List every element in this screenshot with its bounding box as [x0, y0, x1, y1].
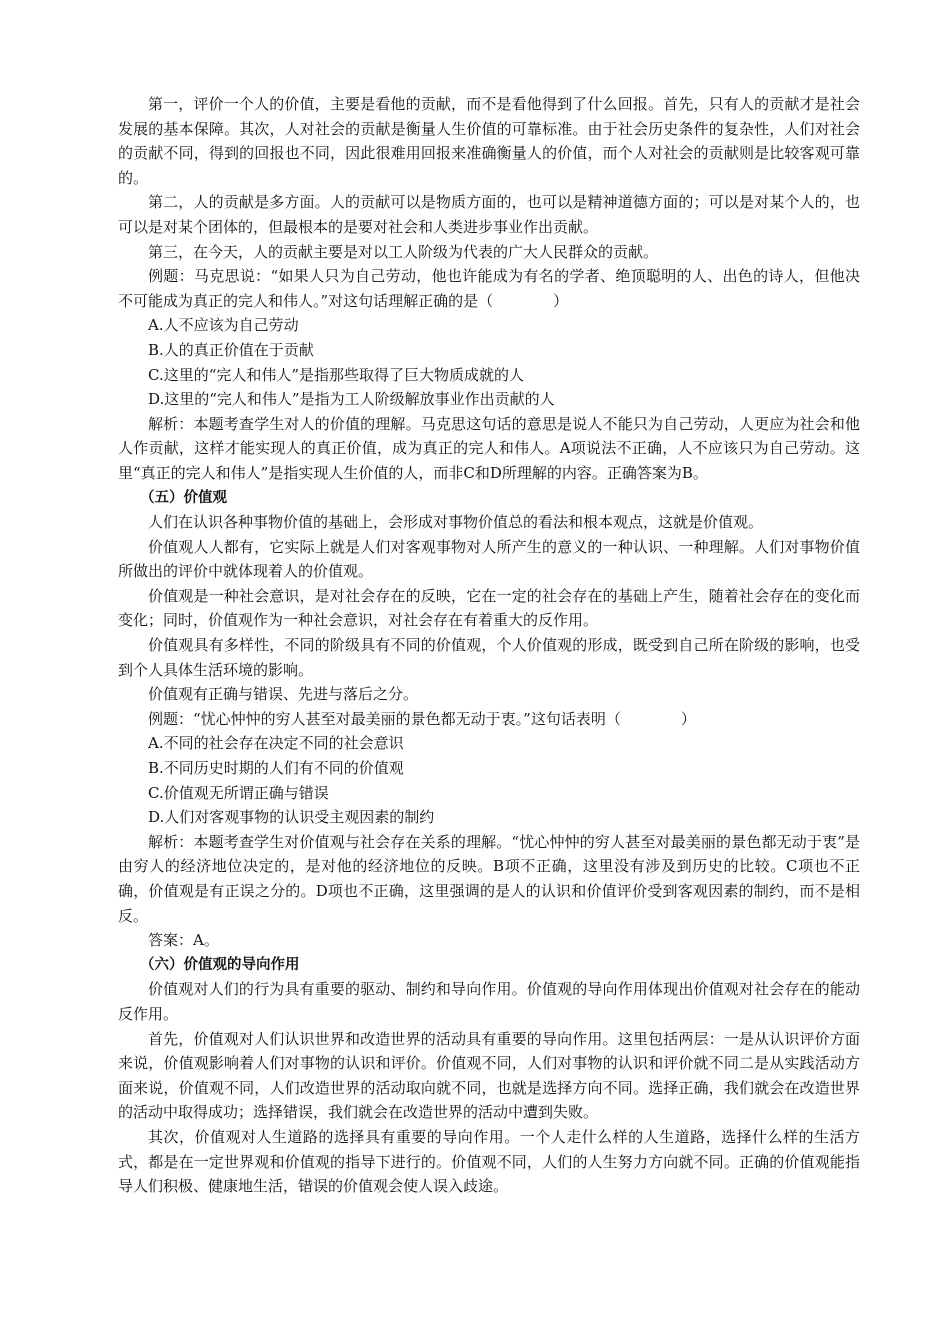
section-6-paragraph-1: 价值观对人们的行为具有重要的驱动、制约和导向作用。价值观的导向作用体现出价值观对社会存在的能动反作用。 — [118, 980, 860, 1023]
example-2-option-a: A.不同的社会存在决定不同的社会意识 — [148, 734, 404, 753]
section-5-heading: （五）价值观 — [140, 489, 227, 506]
section-5-paragraph-1: 人们在认识各种事物价值的基础上，会形成对事物价值总的看法和根本观点，这就是价值观。 — [148, 513, 764, 532]
section-6-paragraph-3: 其次，价值观对人生道路的选择具有重要的导向作用。一个人走什么样的人生道路，选择什么样的生活方式，都是在一定世界观和价值观的指导下进行的。价值观不同，人们的人生努力方向就不同。正确的价值观能指导人们积极、健康地生活，错误的价值观会使人误入歧途。 — [118, 1127, 860, 1196]
example-1-option-a: A.人不应该为自己劳动 — [148, 316, 299, 335]
document-body — [118, 92, 860, 1199]
section-5-paragraph-5: 价值观有正确与错误、先进与落后之分。 — [148, 685, 419, 704]
example-1-option-d: D.这里的“完人和伟人”是指为工人阶级解放事业作出贡献的人 — [148, 390, 555, 409]
paragraph-third-point: 第三，在今天，人的贡献主要是对以工人阶级为代表的广大人民群众的贡献。 — [148, 242, 659, 261]
example-1-analysis: 解析：本题考查学生对人的价值的理解。马克思这句话的意思是说人不能只为自己劳动，人更应为社会和他人作贡献，这样才能实现人的真正价值，成为真正的完人和伟人。A项说法不正确，人不应该只为自己劳动。这里“真正的完人和伟人”是指实现人生价值的人，而非C和D所理解的内容。正确答案为B。 — [118, 414, 860, 482]
example-2-analysis: 解析：本题考查学生对价值观与社会存在关系的理解。“忧心忡忡的穷人甚至对最美丽的景色都无动于衷”是由穷人的经济地位决定的，是对他的经济地位的反映。B项不正确，这里没有涉及到历史的比较。C项也不正确，价值观是有正误之分的。D项也不正确，这里强调的是人的认识和价值评价受到客观因素的制约，而不是相反。 — [118, 832, 860, 925]
example-2-option-c: C.价值观无所谓正确与错误 — [148, 783, 329, 802]
section-5-paragraph-4: 价值观具有多样性，不同的阶级具有不同的价值观，个人价值观的形成，既受到自己所在阶级的影响，也受到个人具体生活环境的影响。 — [118, 636, 860, 679]
paragraph-second-point: 第二，人的贡献是多方面。人的贡献可以是物质方面的，也可以是精神道德方面的；可以是对某个人的，也可以是对某个团体的，但最根本的是要对社会和人类进步事业作出贡献。 — [118, 193, 860, 236]
example-1-option-b: B.人的真正价值在于贡献 — [148, 340, 314, 359]
paragraph-first-point: 第一，评价一个人的价值，主要是看他的贡献，而不是看他得到了什么回报。首先，只有人的贡献才是社会发展的基本保障。其次，人对社会的贡献是衡量人生价值的可靠标准。由于社会历史条件的复杂性，人们对社会的贡献不同，得到的回报也不同，因此很难用回报来准确衡量人的价值，而个人对社会的贡献则是比较客观可靠的。 — [118, 95, 860, 187]
example-2-option-d: D.人们对客观事物的认识受主观因素的制约 — [148, 808, 435, 827]
section-5-paragraph-2: 价值观人人都有，它实际上就是人们对客观事物对人所产生的意义的一种认识、一种理解。人们对事物价值所做出的评价中就体现着人的价值观。 — [118, 537, 860, 581]
section-6-paragraph-2: 首先，价值观对人们认识世界和改造世界的活动具有重要的导向作用。这里包括两层：一是从认识评价方面来说，价值观影响着人们对事物的认识和评价。价值观不同，人们对事物的认识和评价就不同二是从实践活动方面来说，价值观不同，人们改造世界的活动取向就不同，也就是选择方向不同。选择正确，我们就会在改造世界的活动中取得成功；选择错误，我们就会在改造世界的活动中遭到失败。 — [118, 1029, 860, 1122]
example-2-answer: 答案：A。 — [148, 931, 219, 950]
example-2-question: 例题：“忧心忡忡的穷人甚至对最美丽的景色都无动于衷。”这句话表明（ ） — [148, 709, 696, 728]
example-1-option-c: C.这里的“完人和伟人”是指那些取得了巨大物质成就的人 — [148, 365, 525, 384]
section-6-heading: （六）价值观的导向作用 — [140, 956, 300, 973]
section-5-paragraph-3: 价值观是一种社会意识，是对社会存在的反映，它在一定的社会存在的基础上产生，随着社会存在的变化而变化；同时，价值观作为一种社会意识，对社会存在有着重大的反作用。 — [118, 586, 860, 630]
example-1-question: 例题：马克思说：“如果人只为自己劳动，他也许能成为有名的学者、绝顶聪明的人、出色的诗人，但他决不可能成为真正的完人和伟人。”对这句话理解正确的是（ ） — [118, 267, 860, 310]
example-2-option-b: B.不同历史时期的人们有不同的价值观 — [148, 759, 404, 778]
